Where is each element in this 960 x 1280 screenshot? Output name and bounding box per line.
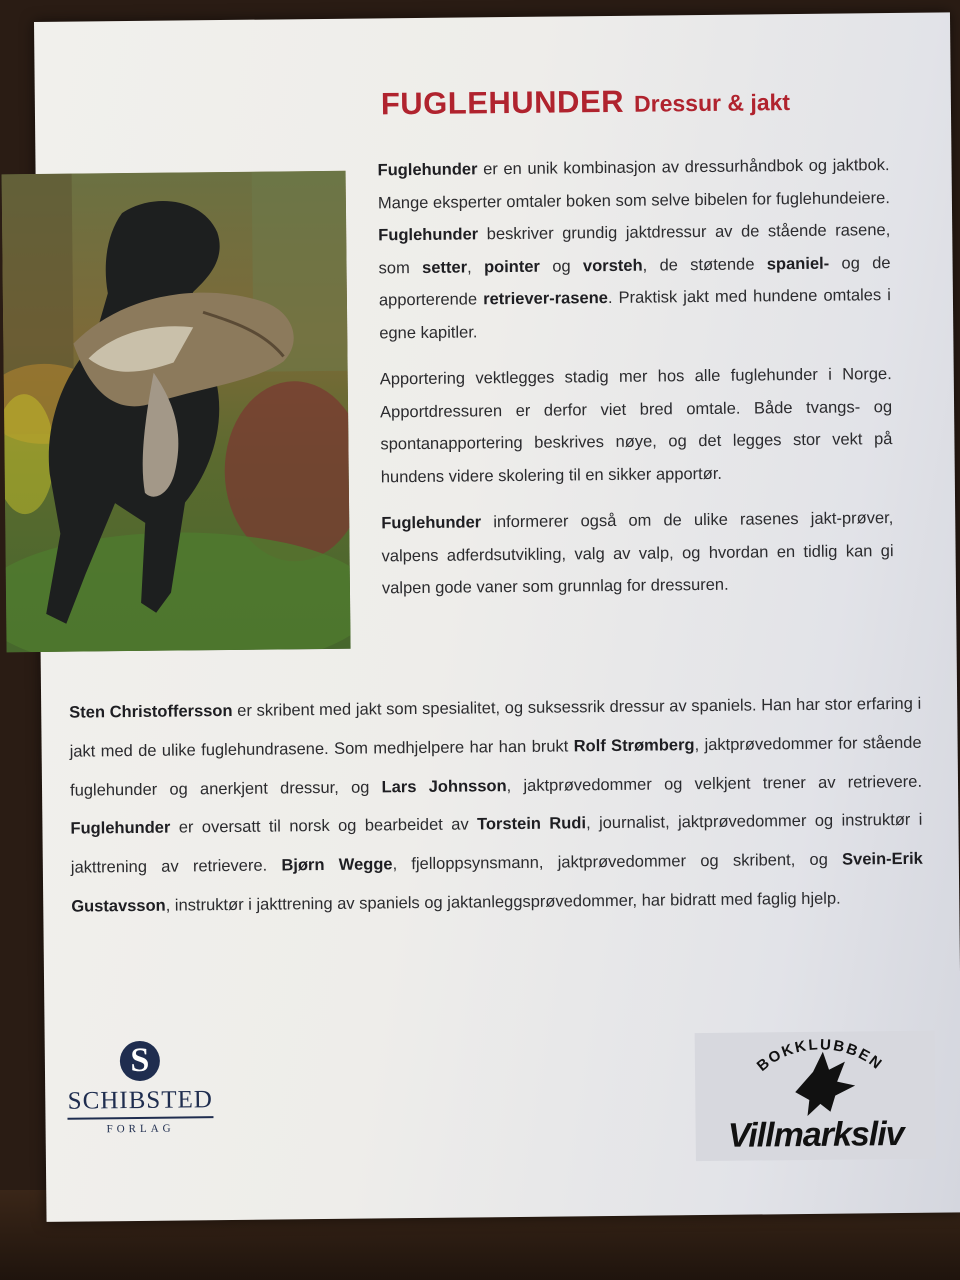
- bold-term: vorsteh: [582, 256, 643, 275]
- bold-term: pointer: [483, 257, 541, 276]
- description-paragraph-3: [381, 502, 894, 605]
- paragraph-text: ,: [466, 257, 485, 276]
- book-back-cover: [34, 12, 960, 1222]
- description-paragraph-1: [377, 149, 891, 349]
- villmarksliv-emblem: [695, 1031, 936, 1162]
- author-name: Svein-Erik Gustavsson: [71, 849, 923, 916]
- dog-photo-illustration: [2, 171, 351, 653]
- paragraph-text: er skribent med jakt som spesialitet, og suksessrik dressur av spaniels. Han har stor erfaring i jakt med de ulike fuglehundrasene. Som medhjelpere har han brukt: [69, 694, 922, 761]
- paragraph-text: . Praktisk jakt med hundene omtales i egne kapitler.: [379, 286, 892, 342]
- paragraph-text: , de støtende: [642, 254, 767, 275]
- authors-text: [69, 685, 923, 927]
- bold-term: retriever-rasene: [483, 289, 608, 309]
- publisher-name: SCHIBSTED: [68, 1086, 213, 1120]
- dog-with-bird-photo: [2, 171, 351, 653]
- schibsted-s-icon: S: [120, 1041, 160, 1081]
- title-main: FUGLEHUNDER: [380, 83, 625, 122]
- bold-term: setter: [422, 257, 468, 277]
- author-name: Rolf Strømberg: [573, 735, 695, 756]
- bold-term: Fuglehunder: [70, 819, 171, 839]
- bold-term: Fuglehunder: [378, 225, 479, 245]
- author-name: Sten Christoffersson: [69, 701, 233, 722]
- paragraph-text: , jaktprøvedommer og velkjent trener av retrievere.: [506, 772, 923, 795]
- paragraph-text: beskriver grundig jaktdressur av de stående rasene, som: [378, 221, 891, 277]
- description-paragraph-2: Apportering vektlegges stadig mer hos alle fuglehunder i Norge. Apportdressuren er derfor viet bred omtale. Både tvangs- og spontanapportering beskrives nøye, og det legges stor vekt på hundens videre skolering til en sikker apportør.: [379, 365, 893, 486]
- description-text: [377, 149, 894, 619]
- bold-term: spaniel-: [766, 254, 830, 273]
- schibsted-logo: [45, 1040, 236, 1162]
- paragraph-text: er oversatt til norsk og bearbeidet av: [170, 815, 478, 838]
- paragraph-text: , instruktør i jakttrening av spaniels og jaktanleggsprøvedommer, har bidratt med faglig hjelp.: [165, 889, 841, 915]
- publisher-sub: FORLAG: [106, 1122, 175, 1136]
- paragraph-text: , fjelloppsynsmann, jaktprøvedommer og skribent, og: [392, 850, 843, 874]
- paragraph-text: , jaktprøvedommer for stående fuglehunder og anerkjent dressur, og: [69, 733, 922, 800]
- club-name: Villmarksliv: [727, 1114, 904, 1155]
- paragraph-text: og: [539, 256, 584, 276]
- paragraph-text: er en unik kombinasjon av dressurhåndbok og jaktbok. Mange eksperter omtaler boken som selve bibelen for fuglehundeiere.: [377, 156, 890, 212]
- club-arc-text: BOKKLUBBEN: [753, 1036, 887, 1075]
- eagle-icon: [795, 1051, 856, 1116]
- author-name: Bjørn Wegge: [281, 855, 393, 875]
- paragraph-text: og de apporterende: [378, 253, 891, 310]
- authors-paragraph: [69, 685, 923, 927]
- author-name: Torstein Rudi: [476, 814, 587, 834]
- villmarksliv-logo: [695, 1031, 936, 1162]
- title-subtitle: Dressur & jakt: [633, 89, 791, 117]
- bold-term: Fuglehunder: [377, 160, 478, 180]
- paragraph-text: informerer også om de ulike rasenes jakt-prøver, valpens adferdsutvikling, valg av valp, og hvordan en tidlig kan gi valpen gode vaner som grunnlag for dressuren.: [381, 509, 894, 598]
- bold-term: Fuglehunder: [381, 513, 482, 533]
- author-name: Lars Johnsson: [381, 776, 507, 796]
- paragraph-text: , journalist, jaktprøvedommer og instruktør i jakttrening av retrievere.: [70, 811, 923, 877]
- book-title: [381, 81, 941, 123]
